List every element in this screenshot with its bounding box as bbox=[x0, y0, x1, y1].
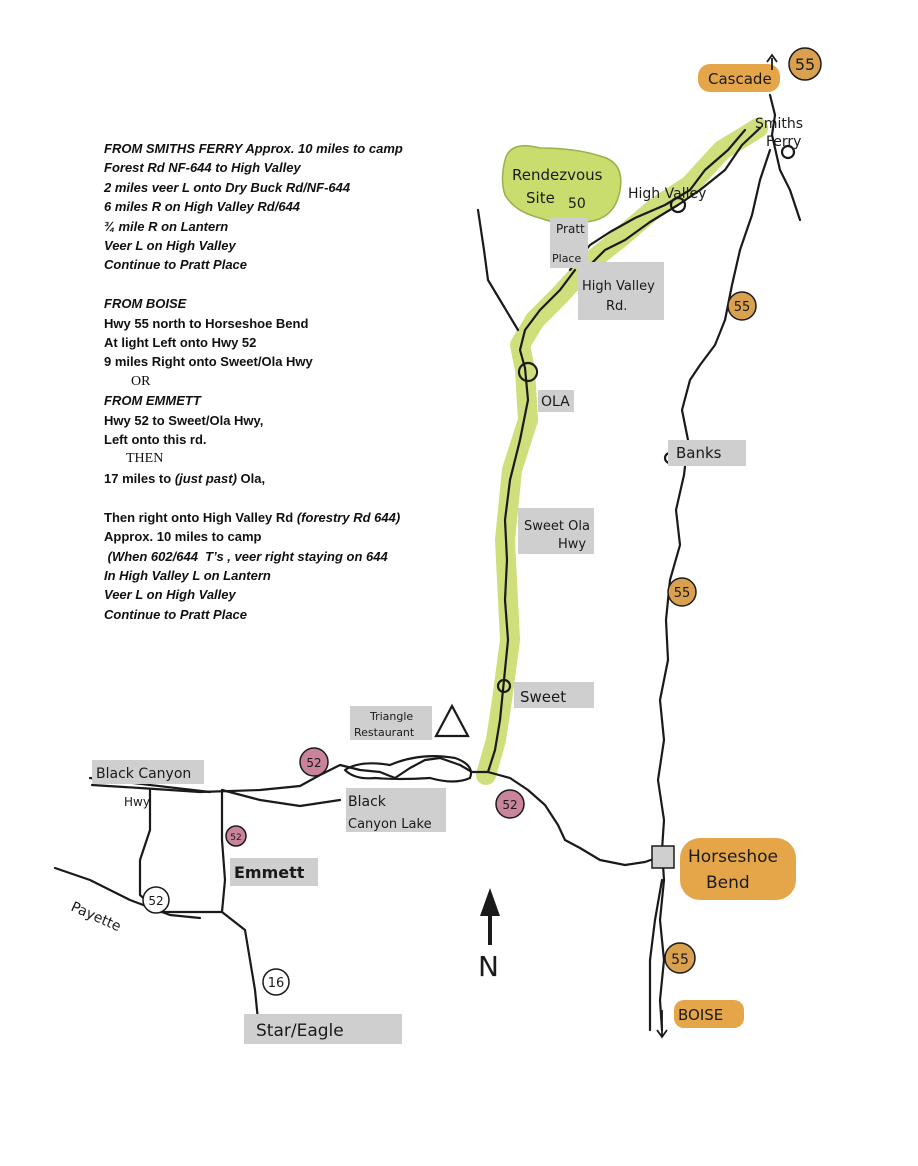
final-step-italic: In High Valley L on Lantern bbox=[104, 567, 271, 583]
smiths-ferry-step: ¾ mile R on Lantern bbox=[104, 218, 229, 234]
shield-55-cascade: 55 bbox=[794, 55, 816, 74]
label-pratt-1: Pratt bbox=[556, 222, 585, 236]
shield-55-a: 55 bbox=[733, 300, 751, 315]
smiths-ferry-step: Continue to Pratt Place bbox=[104, 257, 248, 273]
smiths-ferry-step: Veer L on High Valley bbox=[104, 238, 236, 254]
final-step-italic: Veer L on High Valley bbox=[104, 587, 236, 603]
label-pratt-2: Place bbox=[552, 252, 582, 265]
label-sweet-ola-2: Hwy bbox=[558, 537, 587, 552]
shield-52-d: 52 bbox=[148, 894, 164, 908]
horseshoe-bend-marker bbox=[652, 846, 674, 868]
shield-52-c: 52 bbox=[230, 833, 242, 843]
label-high-valley-rd-1: High Valley bbox=[582, 279, 655, 294]
label-triangle-1: Triangle bbox=[370, 710, 414, 723]
emmett-grid-road bbox=[222, 790, 225, 912]
final-step-2: Then right onto High Valley Rd (forestry Rd 644) bbox=[104, 509, 401, 525]
smiths-ferry-heading-rest: Approx. 10 miles to camp bbox=[242, 141, 403, 156]
smiths-ferry-step: 6 miles R on High Valley Rd/644 bbox=[104, 199, 301, 215]
label-sweet-ola-1: Sweet Ola bbox=[524, 519, 590, 534]
label-star-eagle: Star/Eagle bbox=[256, 1021, 344, 1041]
smiths-ferry-heading: FROM SMITHS FERRY bbox=[104, 141, 243, 156]
shield-52-a: 52 bbox=[306, 756, 322, 770]
label-rendezvous-1: Rendezvous bbox=[512, 166, 603, 184]
triangle-restaurant-icon bbox=[436, 706, 468, 736]
label-horseshoe-1: Horseshoe bbox=[688, 847, 778, 867]
label-rendezvous-2: Site bbox=[526, 189, 555, 207]
smiths-ferry-step: 2 miles veer L onto Dry Buck Rd/NF-644 bbox=[104, 179, 351, 195]
label-smiths-ferry-2: Ferry bbox=[766, 134, 802, 150]
emmett-step: Hwy 52 to Sweet/Ola Hwy, bbox=[104, 412, 264, 428]
boise-step: Hwy 55 north to Horseshoe Bend bbox=[104, 315, 309, 331]
shield-16: 16 bbox=[267, 976, 285, 991]
label-north: N bbox=[478, 950, 499, 983]
label-black-canyon-lake-1: Black bbox=[348, 794, 386, 810]
smiths-ferry-step: Forest Rd NF-644 to High Valley bbox=[104, 160, 301, 176]
label-black-canyon-hwy-2: Hwy bbox=[124, 795, 150, 809]
shield-55-c: 55 bbox=[671, 952, 689, 968]
shield-52-b: 52 bbox=[502, 798, 518, 812]
or-separator: OR bbox=[131, 373, 151, 389]
label-triangle-2: Restaurant bbox=[354, 726, 415, 739]
label-ola: OLA bbox=[541, 394, 570, 410]
north-arrow bbox=[480, 888, 500, 945]
label-boise: BOISE bbox=[678, 1006, 724, 1024]
label-site-number: 50 bbox=[568, 196, 586, 212]
final-step-1: 17 miles to (just past) Ola, bbox=[104, 470, 266, 486]
label-sweet: Sweet bbox=[520, 688, 567, 706]
smiths-ferry-heading-line bbox=[104, 139, 444, 158]
emmett-road-3 bbox=[222, 790, 340, 806]
label-high-valley: High Valley bbox=[628, 186, 707, 202]
label-emmett: Emmett bbox=[234, 863, 305, 882]
label-black-canyon-lake-2: Canyon Lake bbox=[348, 817, 432, 832]
label-high-valley-rd-2: Rd. bbox=[606, 299, 628, 314]
boise-step: At light Left onto Hwy 52 bbox=[104, 335, 257, 351]
label-black-canyon-hwy-1: Black Canyon bbox=[96, 766, 192, 782]
final-step-3: Approx. 10 miles to camp bbox=[104, 529, 262, 545]
boise-arrow-icon bbox=[657, 1010, 667, 1037]
final-step-italic: (When 602/644 T’s , veer right staying on 644 bbox=[104, 548, 388, 564]
label-smiths-ferry-1: Smiths bbox=[755, 116, 804, 132]
label-horseshoe-2: Bend bbox=[706, 873, 750, 893]
shield-55-b: 55 bbox=[673, 586, 691, 601]
label-banks: Banks bbox=[676, 444, 722, 462]
rendezvous-site-area bbox=[503, 146, 621, 224]
boise-step: 9 miles Right onto Sweet/Ola Hwy bbox=[104, 354, 313, 370]
emmett-heading: FROM EMMETT bbox=[104, 393, 201, 409]
label-cascade: Cascade bbox=[708, 70, 772, 88]
emmett-step: Left onto this rd. bbox=[104, 432, 207, 448]
label-payette: Payette bbox=[68, 899, 124, 936]
road-north-west bbox=[478, 210, 518, 330]
then-separator: THEN bbox=[126, 451, 164, 467]
final-step-italic: Continue to Pratt Place bbox=[104, 606, 248, 622]
driving-directions bbox=[104, 139, 444, 624]
boise-heading: FROM BOISE bbox=[104, 296, 187, 312]
